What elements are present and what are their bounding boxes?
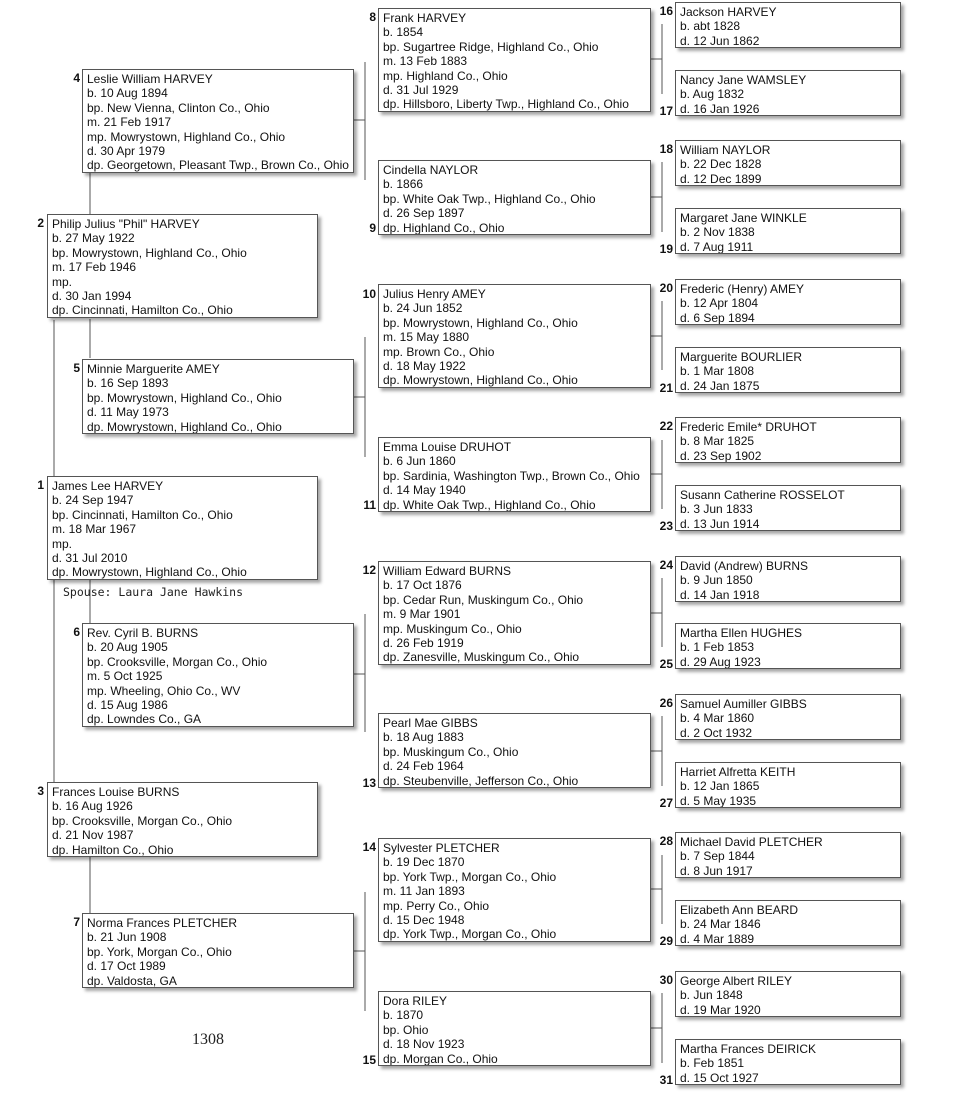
ahnentafel-number: 19 [659, 242, 673, 256]
birth-date: b. 1866 [383, 177, 424, 192]
marriage-date: m. 13 Feb 1883 [383, 54, 468, 69]
marriage-place: mp. Mowrystown, Highland Co., Ohio [87, 129, 286, 144]
person-name: Philip Julius "Phil" HARVEY [52, 217, 200, 231]
birth-place: bp. Sugartree Ridge, Highland Co., Ohio [383, 39, 599, 54]
death-date: d. 31 Jul 1929 [383, 83, 459, 98]
person-name: William NAYLOR [680, 143, 771, 157]
marriage-place: mp. Highland Co., Ohio [383, 68, 508, 83]
marriage-date: m. 9 Mar 1901 [383, 607, 461, 622]
birth-date: b. 1 Feb 1853 [680, 640, 755, 655]
person-box-13[interactable] [378, 713, 651, 788]
person-box-8[interactable] [378, 8, 651, 112]
death-date: d. 19 Mar 1920 [680, 1002, 761, 1017]
person-box-12[interactable] [378, 561, 651, 665]
birth-date: b. 16 Aug 1926 [52, 799, 133, 814]
ahnentafel-number: 7 [73, 915, 80, 929]
birth-date: b. 24 Jun 1852 [383, 301, 463, 316]
ahnentafel-number: 1 [37, 478, 44, 492]
ahnentafel-number: 20 [659, 281, 673, 295]
person-name: Dora RILEY [383, 994, 448, 1008]
death-date: d. 26 Feb 1919 [383, 636, 464, 651]
person-name: Norma Frances PLETCHER [87, 916, 238, 930]
death-place: dp. Morgan Co., Ohio [383, 1051, 498, 1066]
death-date: d. 14 May 1940 [383, 483, 466, 498]
marriage-place: mp. [52, 274, 73, 289]
person-name: Nancy Jane WAMSLEY [680, 73, 807, 87]
birth-date: b. Aug 1832 [680, 87, 745, 102]
birth-date: b. 20 Aug 1905 [87, 640, 168, 655]
person-name: Frances Louise BURNS [52, 785, 180, 799]
person-name: Frederic (Henry) AMEY [680, 282, 805, 296]
death-date: d. 24 Feb 1964 [383, 759, 464, 774]
birth-place: bp. Ohio [383, 1022, 429, 1037]
ahnentafel-number: 31 [659, 1073, 673, 1087]
death-place: dp. Mowrystown, Highland Co., Ohio [383, 373, 578, 388]
death-date: d. 16 Jan 1926 [680, 101, 760, 116]
birth-date: b. 24 Sep 1947 [52, 493, 134, 508]
marriage-date: m. 18 Mar 1967 [52, 522, 137, 537]
death-place: dp. Georgetown, Pleasant Twp., Brown Co., Ohio [87, 158, 349, 173]
death-date: d. 31 Jul 2010 [52, 551, 128, 566]
ahnentafel-number: 10 [362, 287, 376, 301]
birth-date: b. 9 Jun 1850 [680, 573, 753, 588]
birth-date: b. 1 Mar 1808 [680, 364, 755, 379]
birth-place: bp. Mowrystown, Highland Co., Ohio [383, 315, 578, 330]
death-place: dp. Mowrystown, Highland Co., Ohio [52, 565, 247, 580]
death-date: d. 12 Dec 1899 [680, 171, 762, 186]
death-place: dp. Lowndes Co., GA [87, 712, 202, 727]
birth-date: b. 24 Mar 1846 [680, 917, 761, 932]
birth-place: bp. Mowrystown, Highland Co., Ohio [87, 390, 282, 405]
death-date: d. 7 Aug 1911 [680, 239, 754, 254]
person-box-19[interactable] [675, 208, 901, 254]
person-name: Emma Louise DRUHOT [383, 440, 512, 454]
marriage-place: mp. Muskingum Co., Ohio [383, 621, 522, 636]
death-place: dp. Mowrystown, Highland Co., Ohio [87, 419, 282, 434]
ahnentafel-number: 9 [369, 221, 376, 235]
ahnentafel-number: 11 [363, 498, 376, 512]
person-box-5[interactable] [82, 359, 354, 434]
birth-date: b. 21 Jun 1908 [87, 930, 167, 945]
person-name: Jackson HARVEY [680, 5, 777, 19]
ahnentafel-number: 4 [73, 71, 80, 85]
birth-date: b. 2 Nov 1838 [680, 225, 755, 240]
birth-date: b. 3 Jun 1833 [680, 502, 753, 517]
ahnentafel-number: 26 [659, 696, 673, 710]
ahnentafel-number: 5 [73, 361, 80, 375]
person-box-11[interactable] [378, 437, 651, 512]
death-date: d. 21 Nov 1987 [52, 828, 134, 843]
ahnentafel-number: 12 [362, 563, 376, 577]
death-date: d. 12 Jun 1862 [680, 33, 760, 48]
person-box-10[interactable] [378, 284, 651, 388]
ahnentafel-number: 8 [369, 10, 376, 24]
person-box-25[interactable] [675, 623, 901, 669]
person-box-24[interactable] [675, 556, 901, 602]
person-name: Elizabeth Ann BEARD [680, 903, 799, 917]
ahnentafel-number: 22 [659, 419, 673, 433]
person-box-20[interactable] [675, 279, 901, 325]
spouse-name: Laura Jane Hawkins [118, 585, 244, 599]
death-date: d. 29 Aug 1923 [680, 654, 761, 669]
birth-place: bp. White Oak Twp., Highland Co., Ohio [383, 191, 596, 206]
birth-date: b. 7 Sep 1844 [680, 849, 755, 864]
person-name: George Albert RILEY [680, 974, 793, 988]
death-place: dp. Steubenville, Jefferson Co., Ohio [383, 773, 579, 788]
person-name: Frank HARVEY [383, 11, 467, 25]
page-number: 1308 [192, 1031, 224, 1048]
birth-place: bp. Mowrystown, Highland Co., Ohio [52, 245, 247, 260]
person-box-29[interactable] [675, 900, 901, 946]
marriage-place: mp. Brown Co., Ohio [383, 344, 495, 359]
person-box-7[interactable] [82, 913, 354, 988]
death-date: d. 18 Nov 1923 [383, 1037, 465, 1052]
death-place: dp. Highland Co., Ohio [383, 220, 505, 235]
death-place: dp. White Oak Twp., Highland Co., Ohio [383, 497, 596, 512]
death-place: dp. Hillsboro, Liberty Twp., Highland Co., Ohio [383, 97, 629, 112]
marriage-date: m. 17 Feb 1946 [52, 260, 137, 275]
person-box-15[interactable] [378, 991, 651, 1066]
marriage-date: m. 15 May 1880 [383, 330, 470, 345]
ahnentafel-number: 3 [37, 784, 44, 798]
death-date: d. 24 Jan 1875 [680, 378, 760, 393]
birth-date: b. 22 Dec 1828 [680, 157, 762, 172]
person-box-4[interactable] [82, 69, 354, 173]
death-date: d. 26 Sep 1897 [383, 206, 465, 221]
person-box-31[interactable] [675, 1039, 901, 1085]
person-name: William Edward BURNS [383, 564, 512, 578]
person-name: Julius Henry AMEY [383, 287, 486, 301]
birth-date: b. 6 Jun 1860 [383, 454, 456, 469]
death-place: dp. Hamilton Co., Ohio [52, 842, 174, 857]
birth-date: b. 17 Oct 1876 [383, 578, 462, 593]
person-name: Cindella NAYLOR [383, 163, 479, 177]
death-date: d. 15 Aug 1986 [87, 698, 168, 713]
birth-date: b. 19 Dec 1870 [383, 855, 465, 870]
person-box-6[interactable] [82, 623, 354, 727]
spouse-note [63, 585, 243, 599]
marriage-date: m. 21 Feb 1917 [87, 115, 172, 130]
marriage-place: mp. Wheeling, Ohio Co., WV [87, 683, 241, 698]
death-date: d. 2 Oct 1932 [680, 725, 753, 740]
ahnentafel-number: 2 [37, 216, 44, 230]
birth-place: bp. New Vienna, Clinton Co., Ohio [87, 100, 270, 115]
birth-place: bp. Crooksville, Morgan Co., Ohio [52, 813, 233, 828]
death-date: d. 6 Sep 1894 [680, 310, 755, 325]
person-name: Margaret Jane WINKLE [680, 211, 807, 225]
person-name: Rev. Cyril B. BURNS [87, 626, 199, 640]
marriage-place: mp. Perry Co., Ohio [383, 898, 490, 913]
person-name: Samuel Aumiller GIBBS [680, 697, 807, 711]
birth-date: b. 18 Aug 1883 [383, 730, 464, 745]
death-place: dp. Valdosta, GA [87, 973, 177, 988]
person-box-27[interactable] [675, 762, 901, 808]
person-box-9[interactable] [378, 160, 651, 235]
birth-date: b. Jun 1848 [680, 988, 743, 1003]
ahnentafel-number: 13 [362, 776, 376, 790]
birth-date: b. 1854 [383, 25, 424, 40]
person-name: Frederic Emile* DRUHOT [680, 420, 817, 434]
person-box-30[interactable] [675, 971, 901, 1017]
person-box-14[interactable] [378, 838, 651, 942]
person-box-26[interactable] [675, 694, 901, 740]
person-box-2[interactable] [47, 214, 318, 318]
birth-place: bp. York, Morgan Co., Ohio [87, 944, 232, 959]
person-name: Marguerite BOURLIER [680, 350, 803, 364]
person-name: Michael David PLETCHER [680, 835, 823, 849]
person-box-1[interactable] [47, 476, 318, 580]
person-box-28[interactable] [675, 832, 901, 878]
birth-date: b. 12 Jan 1865 [680, 779, 760, 794]
death-date: d. 15 Dec 1948 [383, 913, 465, 928]
person-name: Susann Catherine ROSSELOT [680, 488, 845, 502]
death-date: d. 17 Oct 1989 [87, 959, 166, 974]
person-name: David (Andrew) BURNS [680, 559, 809, 573]
person-name: Sylvester PLETCHER [383, 841, 500, 855]
ahnentafel-number: 27 [659, 796, 673, 810]
death-date: d. 5 May 1935 [680, 793, 757, 808]
person-name: Harriet Alfretta KEITH [680, 765, 796, 779]
spouse-label: Spouse: [63, 585, 112, 599]
death-date: d. 11 May 1973 [87, 405, 169, 420]
ahnentafel-number: 14 [362, 840, 376, 854]
death-date: d. 4 Mar 1889 [680, 931, 755, 946]
birth-date: b. 10 Aug 1894 [87, 86, 168, 101]
death-date: d. 30 Jan 1994 [52, 289, 132, 304]
death-date: d. 13 Jun 1914 [680, 516, 760, 531]
birth-place: bp. Crooksville, Morgan Co., Ohio [87, 654, 268, 669]
ahnentafel-number: 30 [659, 973, 673, 987]
death-date: d. 8 Jun 1917 [680, 863, 753, 878]
person-name: Martha Frances DEIRICK [680, 1042, 817, 1056]
ahnentafel-number: 21 [659, 381, 673, 395]
marriage-date: m. 11 Jan 1893 [383, 884, 465, 899]
birth-date: b. 1870 [383, 1008, 424, 1023]
person-box-17[interactable] [675, 70, 901, 116]
death-place: dp. York Twp., Morgan Co., Ohio [383, 927, 557, 942]
birth-place: bp. York Twp., Morgan Co., Ohio [383, 869, 557, 884]
birth-date: b. 12 Apr 1804 [680, 296, 759, 311]
person-box-3[interactable] [47, 782, 318, 857]
ahnentafel-number: 17 [659, 104, 673, 118]
death-date: d. 30 Apr 1979 [87, 144, 166, 159]
person-name: James Lee HARVEY [52, 479, 164, 493]
death-date: d. 14 Jan 1918 [680, 587, 760, 602]
person-box-23[interactable] [675, 485, 901, 531]
death-date: d. 23 Sep 1902 [680, 448, 762, 463]
person-box-18[interactable] [675, 140, 901, 186]
person-box-16[interactable] [675, 2, 901, 48]
birth-date: b. abt 1828 [680, 19, 741, 34]
ahnentafel-number: 24 [659, 558, 673, 572]
ahnentafel-number: 6 [73, 625, 80, 639]
birth-place: bp. Cedar Run, Muskingum Co., Ohio [383, 592, 584, 607]
birth-date: b. 4 Mar 1860 [680, 711, 755, 726]
ahnentafel-number: 15 [362, 1053, 376, 1067]
ahnentafel-number: 16 [659, 4, 673, 18]
ahnentafel-number: 25 [659, 657, 673, 671]
birth-date: b. 16 Sep 1893 [87, 376, 169, 391]
birth-date: b. 8 Mar 1825 [680, 434, 755, 449]
person-name: Minnie Marguerite AMEY [87, 362, 220, 376]
person-box-22[interactable] [675, 417, 901, 463]
birth-date: b. 27 May 1922 [52, 231, 135, 246]
person-name: Martha Ellen HUGHES [680, 626, 803, 640]
person-box-21[interactable] [675, 347, 901, 393]
ahnentafel-number: 18 [659, 142, 673, 156]
death-place: dp. Cincinnati, Hamilton Co., Ohio [52, 303, 233, 318]
marriage-date: m. 5 Oct 1925 [87, 669, 163, 684]
person-name: Pearl Mae GIBBS [383, 716, 478, 730]
birth-place: bp. Sardinia, Washington Twp., Brown Co., Ohio [383, 468, 640, 483]
ahnentafel-number: 23 [659, 519, 673, 533]
death-date: d. 15 Oct 1927 [680, 1070, 759, 1085]
birth-date: b. Feb 1851 [680, 1056, 745, 1071]
ahnentafel-number: 29 [659, 934, 673, 948]
person-name: Leslie William HARVEY [87, 72, 213, 86]
marriage-place: mp. [52, 536, 73, 551]
birth-place: bp. Cincinnati, Hamilton Co., Ohio [52, 507, 233, 522]
death-place: dp. Zanesville, Muskingum Co., Ohio [383, 650, 580, 665]
birth-place: bp. Muskingum Co., Ohio [383, 744, 519, 759]
death-date: d. 18 May 1922 [383, 359, 466, 374]
ahnentafel-number: 28 [659, 834, 673, 848]
